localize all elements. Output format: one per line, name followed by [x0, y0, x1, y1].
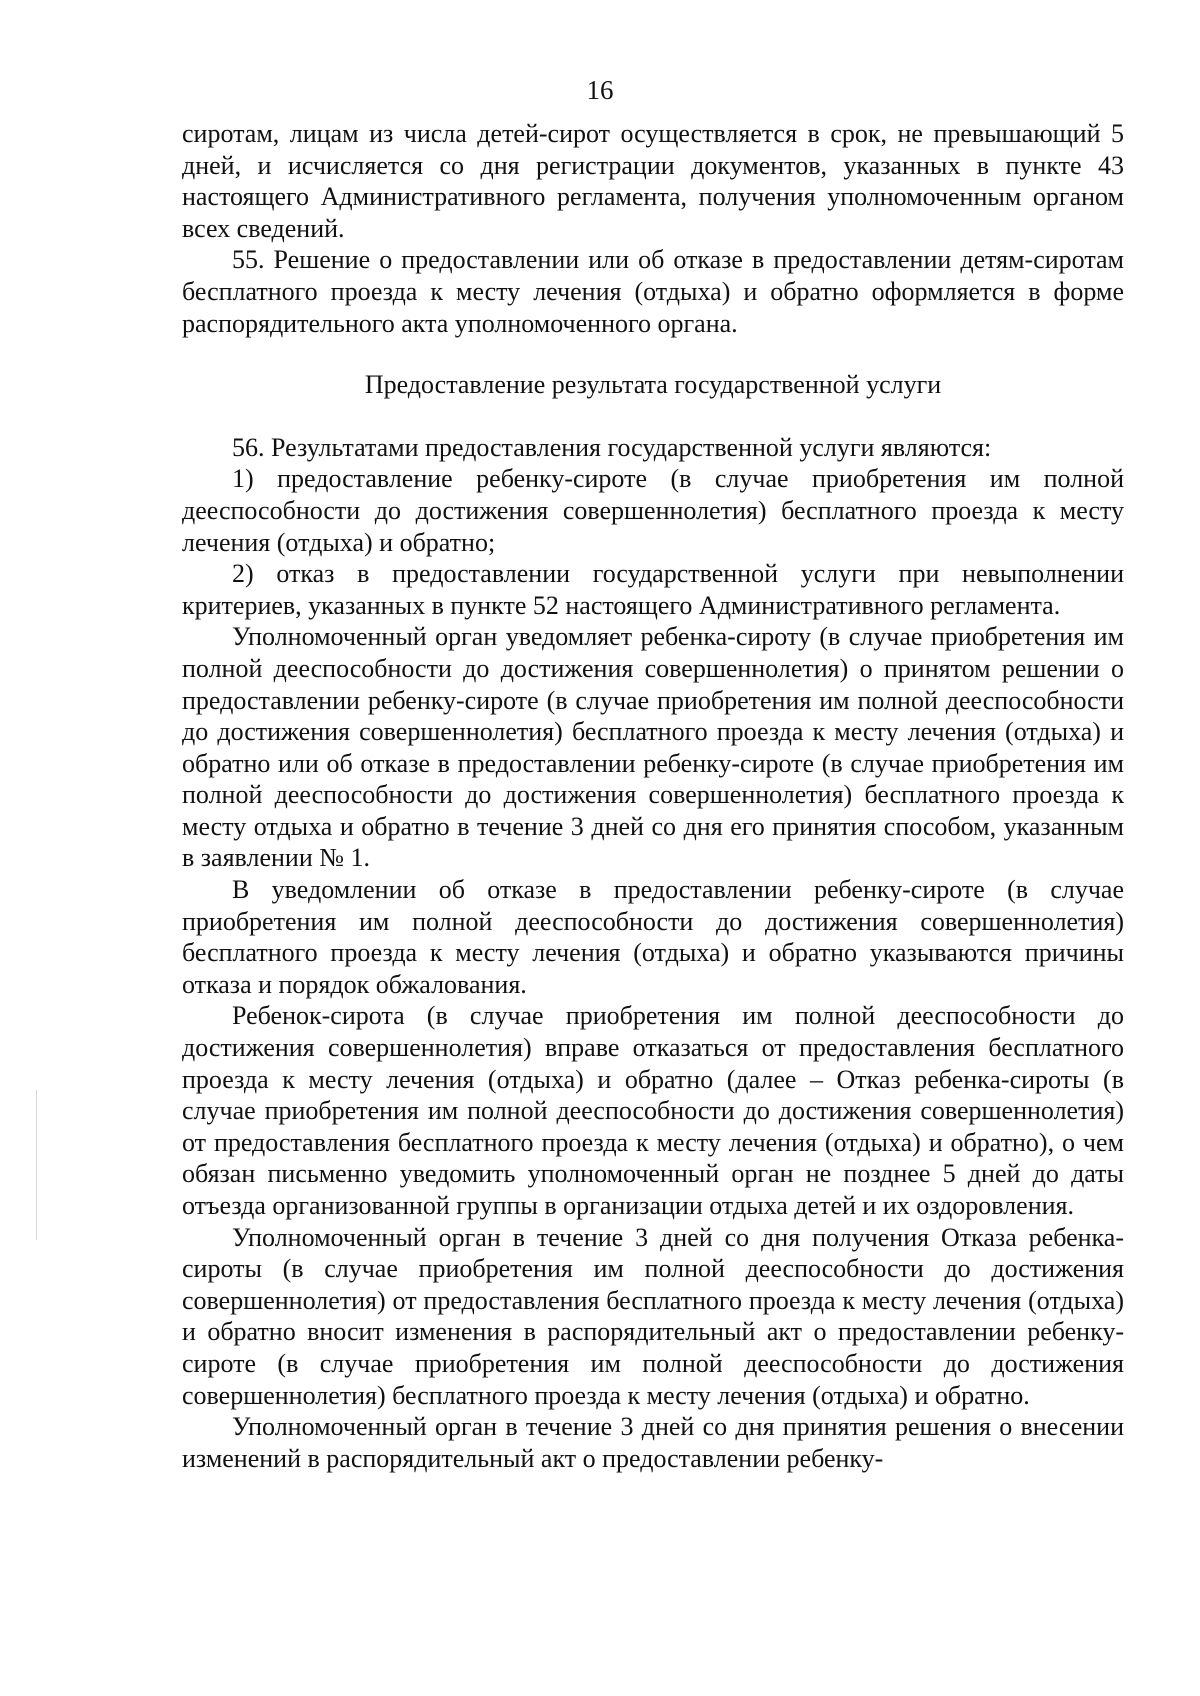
paragraph-55: 55. Решение о предоставлении или об отказе в предоставлении детям-сиротам бесплатного проезда к месту лечения (отдыха) и обратно оформляется в форме распорядительного акта уполномоченного органа. — [182, 245, 1124, 338]
document-body — [182, 118, 1124, 1474]
paragraph-refusal-notice: В уведомлении об отказе в предоставлении ребенку-сироте (в случае приобретения им полной дееспособности до достижения совершеннолетия) бесплатного проезда к месту лечения (отдыха) и обратно указываются причины отказа и порядок обжалования. — [182, 875, 1124, 999]
paragraph-child-refusal: Ребенок-сирота (в случае приобретения им полной дееспособности до достижения совершеннолетия) вправе отказаться от предоставления бесплатного проезда к месту лечения (отдыха) и обратно (далее – Отказ ребенка-сироты (в случае приобретения им полной дееспособности до достижения совершеннолетия) от предоставления бесплатного проезда к месту лечения (отдыха) и обратно), о чем обязан письменно уведомить уполномоченный орган не позднее 5 дней до даты отъезда организованной группы в организации отдыха детей и их оздоровления. — [182, 1001, 1124, 1220]
section-heading: Предоставление результата государственной услуги — [364, 370, 942, 400]
page-number: 16 — [586, 75, 614, 105]
paragraph-decision-changes: Уполномоченный орган в течение 3 дней со дня принятия решения о внесении изменений в распорядительный акт о предоставлении ребенку- — [182, 1412, 1124, 1473]
scan-edge-mark — [36, 1090, 37, 1240]
paragraph-continuation: сиротам, лицам из числа детей-сирот осуществляется в срок, не превышающий 5 дней, и исчисляется со дня регистрации документов, указанных в пункте 43 настоящего Административного регламента, получения уполномоченным органом всех сведений. — [182, 119, 1124, 243]
paragraph-notification: Уполномоченный орган уведомляет ребенка-сироту (в случае приобретения им полной дееспособности до достижения совершеннолетия) о принятом решении о предоставлении ребенку-сироте (в случае приобретения им полной дееспособности до достижения совершеннолетия) бесплатного проезда к месту лечения (отдыха) и обратно или об отказе в предоставлении ребенку-сироте (в случае приобретения им полной дееспособности до достижения совершеннолетия) бесплатного проезда к месту отдыха и обратно в течение 3 дней со дня его принятия способом, указанным в заявлении № 1. — [182, 622, 1124, 873]
list-item-1: 1) предоставление ребенку-сироте (в случае приобретения им полной дееспособности до достижения совершеннолетия) бесплатного проезда к месту лечения (отдыха) и обратно; — [182, 464, 1124, 557]
paragraph-56: 56. Результатами предоставления государственной услуги являются: — [232, 432, 992, 462]
list-item-2: 2) отказ в предоставлении государственной услуги при невыполнении критериев, указанных в пункте 52 настоящего Административного регламента. — [182, 559, 1124, 620]
paragraph-act-changes: Уполномоченный орган в течение 3 дней со дня получения Отказа ребенка-сироты (в случае приобретения им полной дееспособности до достижения совершеннолетия) от предоставления бесплатного проезда к месту лечения (отдыха) и обратно вносит изменения в распорядительный акт о предоставлении ребенку-сироте (в случае приобретения им полной дееспособности до достижения совершеннолетия) бесплатного проезда к месту лечения (отдыха) и обратно. — [182, 1222, 1124, 1410]
